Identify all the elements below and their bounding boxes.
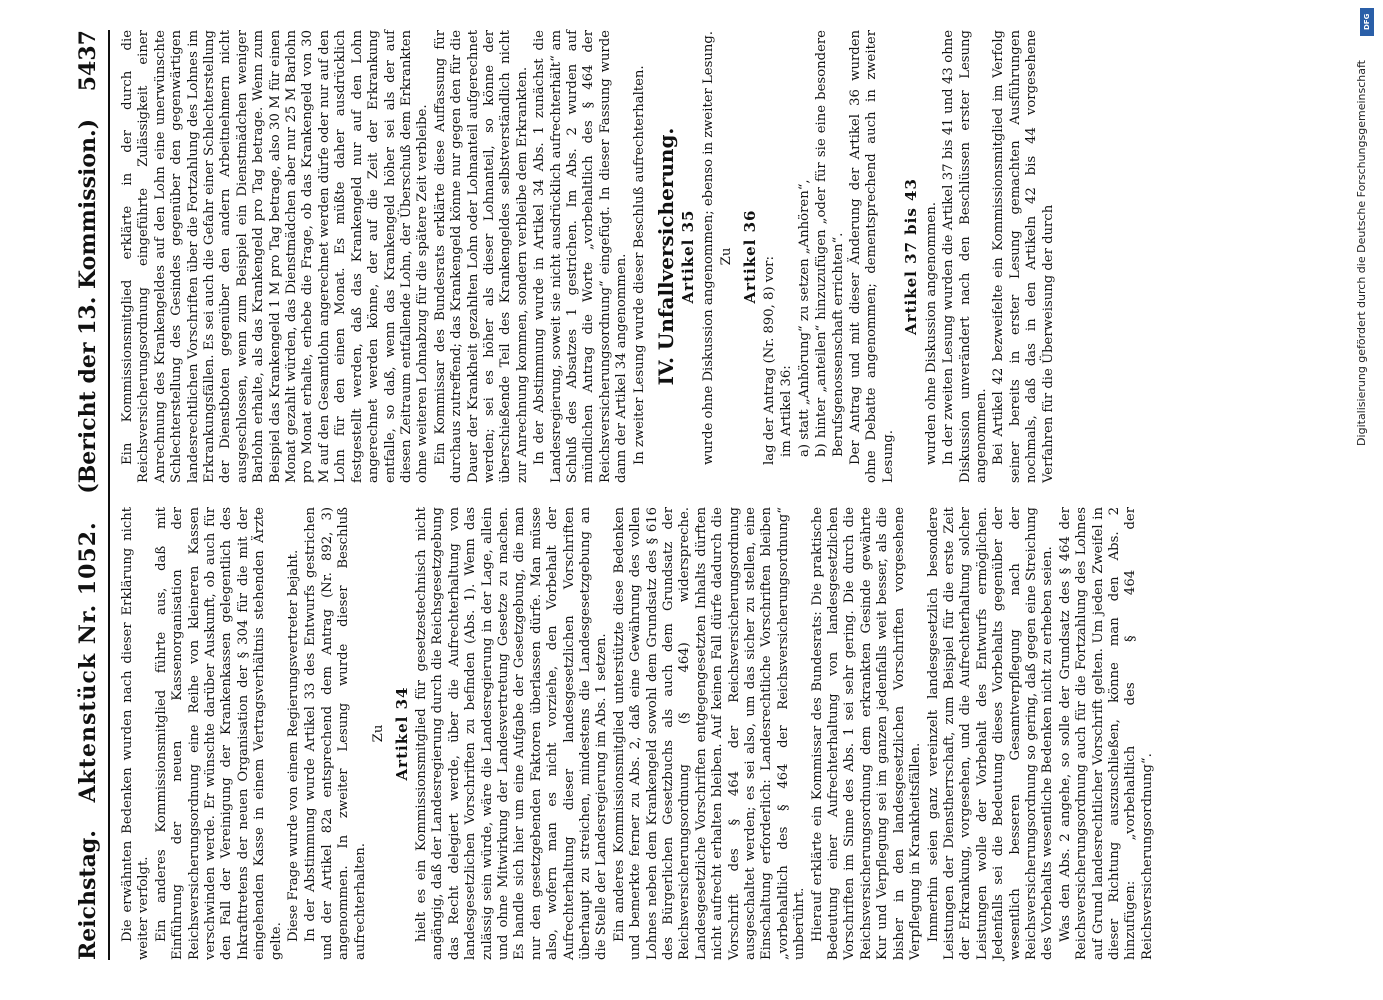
paragraph: Bei Artikel 42 bezweifelte ein Kommissionsmitglied im Verfolg seiner bereits in erster Lesung gemachten Ausführungen nochmals, daß das in den Artikeln 42 bis 44 vorgesehene Verfahren für die Überweisung der durch [991, 30, 1056, 483]
page-header [68, 30, 110, 960]
header-center: Aktenstück Nr. 1052. [75, 521, 101, 803]
paragraph: Ein anderes Kommissionsmitglied unterstützte diese Bedenken und bemerkte ferner zu Abs. 2, daß eine Gewährung des vollen Lohnes neben dem Krankengeld sowohl dem Grundsatz des § 616 des Bürgerlichen Gesetzbuchs als auch dem Grundsatz der Reichsversicherungsordnung (§ 464) widerspreche. Landesgesetzliche Vorschriften entgegengesetzten Inhalts dürften nicht aufrecht erhalten bleiben. Auf keinen Fall dürfe dadurch die Vorschrift des § 464 der Reichsversicherungsordnung ausgeschaltet werden; es sei also, um das sicher zu stellen, eine Einschaltung erforderlich: Landesrechtliche Vorschriften bleiben „vorbehaltlich des § 464 der Reichsversicherungsordnung“ unberührt. [611, 507, 808, 960]
paragraph: wurde ohne Diskussion angenommen; ebenso in zweiter Lesung. [700, 31, 716, 465]
digitization-note: Digitalisierung gefördert durch die Deutsche Forschungsgemeinschaft [1355, 60, 1368, 446]
list-item: b) hinter „anteilen“ hinzuzufügen „oder für sie eine besondere Berufsgenossenschaft errichten“. [814, 30, 846, 457]
paragraph: hielt es ein Kommissionsmitglied für gesetzestechnisch nicht angängig, daß der Landesregierung durch die Reichsgesetzgebung das Recht delegiert werde, über die Aufrechterhaltung von landesgesetzlichen Vorschriften zu befinden (Abs. 1). Wenn das zulässig sein würde, wäre die Landesregierung in der Lage, allein und ohne Mitwirkung der Landesvertretung Gesetze zu machen. Es handle sich hier um eine Aufgabe der Gesetzgebung, die man nur den gesetzgebenden Faktoren überlassen dürfe. Man müsse also, wofern man es nicht vorziehe, den Vorbehalt der Aufrechterhaltung dieser landesgesetzlichen Vorschriften überhaupt zu streichen, mindestens die Landesgesetzgebung an die Stelle der Landesregierung im Abs. 1 setzen. [413, 507, 610, 960]
section-heading-unfallversicherung: IV. Unfallversicherung. [654, 127, 678, 386]
paragraph: Ein anderes Kommissionsmitglied führte aus, daß mit Einführung der neuen Kassenorganisation der Reichsversicherungsordnung eine Reihe von kleineren Kassen verschwinden werde. Er wünschte darüber Auskunft, ob auch für den Fall der Vereinigung der Krankenkassen gelegentlich des Inkrafttretens der neuen Organisation der § 304 für die mit der eingehenden Kasse in einem Vertragsverhältnis stehenden Ärzte gelte. [153, 507, 284, 960]
paragraph: In der Abstimmung wurde in Artikel 34 Abs. 1 zunächst die Landesregierung, soweit sie nicht ausdrücklich aufrechterhält“ am Schluß des Absatzes 1 gestrichen. Im Abs. 2 wurden auf mündlichen Antrag die Worte „vorbehaltlich des § 464 der Reichsversicherungsordnung“ eingefügt. In dieser Fassung wurde dann der Artikel 34 angenommen. [532, 30, 630, 483]
dfg-logo-icon: DFG [1360, 8, 1374, 36]
paragraph: In der Abstimmung wurde Artikel 33 des Entwurfs gestrichen und der Artikel 82a entsprechend dem Antrag (Nr. 892, 3) angenommen. In zweiter Lesung wurde dieser Beschluß aufrechterhalten. [303, 507, 368, 960]
paragraph: Ein Kommissionsmitglied erklärte in der durch die Reichsversicherungsordnung eingeführte Zulässigkeit einer Anrechnung des Krankengeldes auf den Lohn eine unerwünschte Schlechterstellung des Gesindes gegenüber den gegenwärtigen landesrechtlichen Vorschriften über die Fortzahlung des Lohnes im Erkrankungsfällen. Es sei auch die Gefahr einer Schlechterstellung der Dienstboten gegenüber den andern Arbeitnehmern nicht ausgeschlossen, wenn zum Beispiel ein Dienstmädchen weniger Barlohn erhalte, als das Krankengeld pro Tag betrage. Wenn zum Beispiel das Krankengeld 1 M pro Tag betrage, also 30 M für einen Monat gezahlt würden, das Dienstmädchen aber nur 25 M Barlohn pro Monat erhalte, erhebe die Frage, ob das Krankengeld von 30 M auf den Gesamtlohn angerechnet werden dürfe oder nur auf den Lohn für den einen Monat. Es müßte daher ausdrücklich festgestellt werden, daß das Krankengeld nur auf den Lohn angerechnet werden könne, der auf die Zeit der Erkrankung entfalle, so daß, wenn das Krankengeld höher sei als der auf diesen Zeitraum entfallende Lohn, der Überschuß dem Erkrankten ohne weiteren Lohnabzug für die spätere Zeit verbleibe. [120, 30, 431, 483]
rotated-document-page [60, 0, 1350, 1000]
paragraph: In der zweiten Lesung wurden die Artikel 37 bis 41 und 43 ohne Diskussion unverändert nach den Beschlüssen erster Lesung angenommen. [941, 30, 989, 483]
paragraph: In zweiter Lesung wurde dieser Beschluß aufrechterhalten. [631, 65, 647, 465]
list-intro: im Artikel 36: [779, 365, 795, 457]
list-item: a) statt „Anhörung“ zu setzen „Anhören“, [796, 179, 812, 457]
column-left [120, 507, 1340, 960]
heading-article-34: Artikel 34 [392, 686, 411, 781]
header-right-title: (Bericht der 13. Kommission.) [75, 118, 101, 494]
paragraph: Hierauf erklärte ein Kommissar des Bundesrats: Die praktische Bedeutung einer Aufrechterhaltung von landesgesetzlichen Vorschriften im Sinne des Abs. 1 sei sehr gering. Die durch die Reichsversicherungsordnung dem erkrankten Gesinde gewährte Kur und Verpflegung sei im ganzen jedenfalls weit besser, als die bisher in den landesgesetzlichen Vorschriften vorgesehene Verpflegung in Krankheitsfällen. [809, 507, 924, 960]
paragraph: lag der Antrag (Nr. 890, 8) vor: [762, 256, 778, 465]
text-columns [120, 30, 1340, 960]
paragraph: Was den Abs. 2 angehe, so solle der Grundsatz des § 464 der Reichsversicherungsordnung auch für die Fortzahlung des Lohnes auf Grund landesrechtlicher Vorschrift gelten. Um jeden Zweifel in dieser Richtung auszuschließen, könne man den Abs. 2 hinzufügen: „vorbehaltlich des § 464 der Reichsversicherungsordnung“. [1057, 507, 1155, 960]
heading-article-35: Artikel 35 [679, 209, 698, 304]
header-left: Reichstag. [75, 830, 101, 960]
paragraph: Immerhin seien ganz vereinzelt landesgesetzlich besondere Leistungen der Dienstherrschaft, zum Beispiel für die erste Zeit der Erkrankung, vorgesehen, und die Aufrechterhaltung solcher Leistungen wolle der Vorbehalt des Entwurfs ermöglichen. Jedenfalls sei die Bedeutung dieses Vorbehalts gegenüber der wesentlich besseren Gesamtverpflegung nach der Reichsversicherungsordnung so gering, daß gegen eine Streichung des Vorbehalts wesentliche Bedenken nicht zu erheben seien. [925, 507, 1056, 960]
paragraph: Diese Frage wurde von einem Regierungsvertreter bejaht. [286, 549, 302, 942]
paragraph: Der Antrag und mit dieser Änderung der Artikel 36 wurden ohne Debatte angenommen; dementsprechend auch in zweiter Lesung. [848, 30, 896, 483]
side-note-container [1355, 60, 1375, 990]
paragraph: wurden ohne Diskussion angenommen. [923, 202, 939, 465]
page-number: 5437 [75, 30, 101, 92]
heading-zu: Zu [371, 724, 387, 743]
paragraph: Die erwähnten Bedenken wurden nach dieser Erklärung nicht weiter verfolgt. [120, 507, 152, 960]
heading-zu: Zu [719, 247, 735, 266]
column-right [120, 30, 1340, 483]
heading-article-36: Artikel 36 [740, 209, 759, 304]
heading-article-37-43: Artikel 37 bis 43 [902, 178, 921, 335]
paragraph: Ein Kommissar des Bundesrats erklärte diese Auffassung für durchaus zutreffend; das Krankengeld könne nur gegen den für die Dauer der Krankheit gezahlten Lohn oder Lohnanteil aufgerechnet werden; sei es höher als dieser Lohnanteil, so könne der überschießende Teil des Krankengeldes selbstverständlich nicht zur Anrechnung kommen, sondern verbleibe dem Erkrankten. [432, 30, 530, 483]
